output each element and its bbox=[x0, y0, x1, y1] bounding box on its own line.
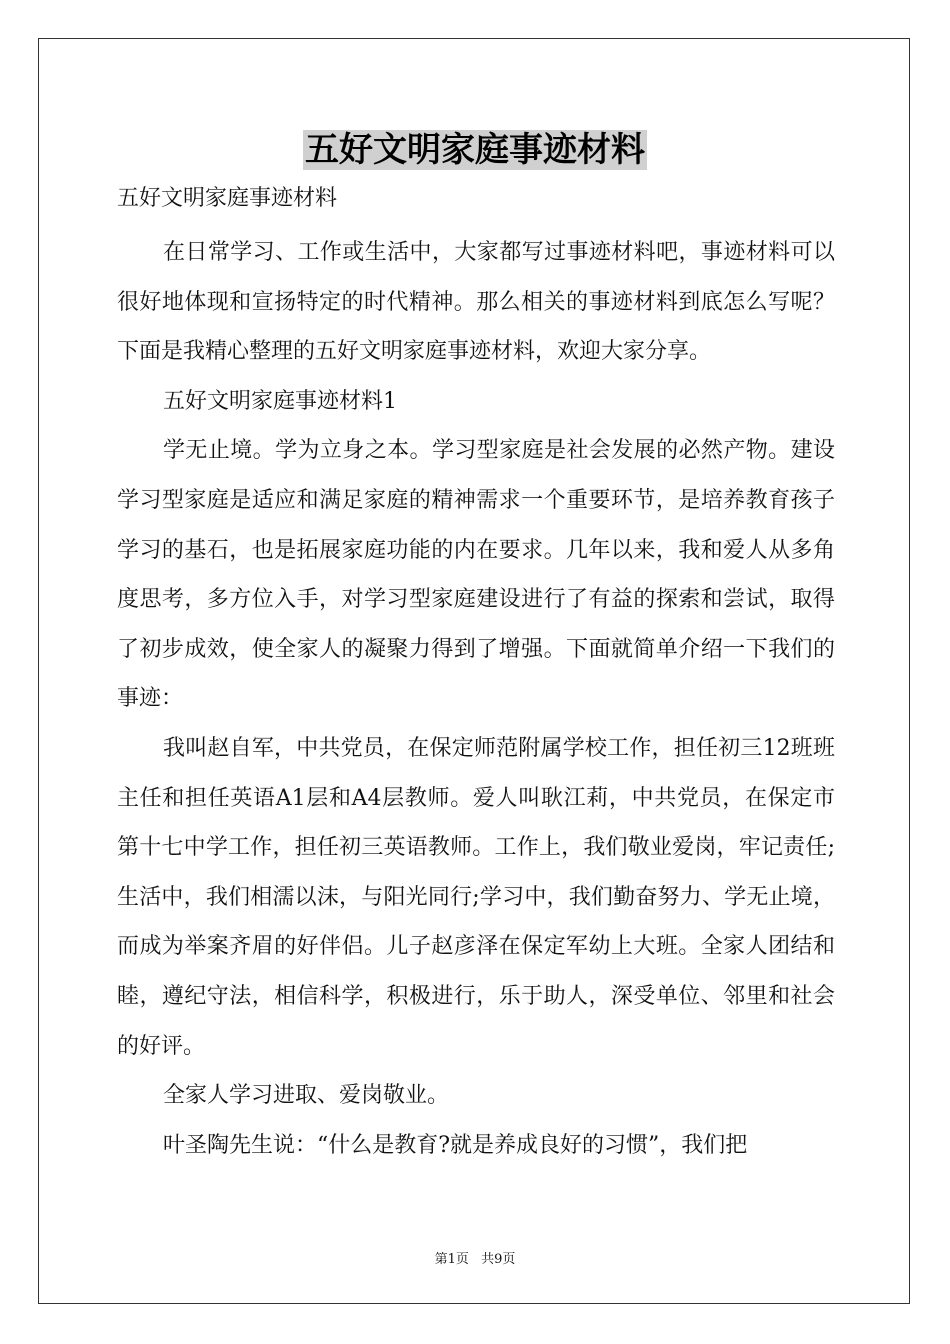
paragraph-learning: 学无止境。学为立身之本。学习型家庭是社会发展的必然产物。建设学习型家庭是适应和满足家庭的精神需求一个重要环节，是培养教育孩子学习的基石，也是拓展家庭功能的内在要求。几年以来，我和爱人从多角度思考，多方位入手，对学习型家庭建设进行了有益的探索和尝试，取得了初步成效，使全家人的凝聚力得到了增强。下面就简单介绍一下我们的事迹： bbox=[117, 438, 835, 712]
paragraph-quote: 叶圣陶先生说：“什么是教育?就是养成良好的习惯”，我们把 bbox=[163, 1132, 748, 1158]
document-body bbox=[117, 180, 835, 1170]
page-number: 第1页 bbox=[434, 1252, 469, 1267]
document-subtitle: 五好文明家庭事迹材料 bbox=[117, 186, 338, 211]
paragraph-intro: 在日常学习、工作或生活中，大家都写过事迹材料吧，事迹材料可以很好地体现和宣扬特定的时代精神。那么相关的事迹材料到底怎么写呢？下面是我精心整理的五好文明家庭事迹材料，欢迎大家分享。 bbox=[117, 240, 835, 365]
title-text: 五好文明家庭事迹材料 bbox=[305, 130, 645, 170]
page-total: 共9页 bbox=[481, 1252, 516, 1267]
section-heading: 五好文明家庭事迹材料1 bbox=[163, 388, 397, 414]
paragraph-family: 我叫赵自军，中共党员，在保定师范附属学校工作，担任初三12班班主任和担任英语A1层和A4层教师。爱人叫耿江莉，中共党员，在保定市第十七中学工作，担任初三英语教师。工作上，我们敬业爱岗，牢记责任;生活中，我们相濡以沫，与阳光同行;学习中，我们勤奋努力、学无止境，而成为举案齐眉的好伴侣。儿子赵彦泽在保定军幼上大班。全家人团结和睦，遵纪守法，相信科学，积极进行，乐于助人，深受单位、邻里和社会的好评。 bbox=[117, 735, 835, 1059]
document-title bbox=[0, 128, 950, 172]
page-footer bbox=[0, 1248, 950, 1267]
paragraph-dedication: 全家人学习进取、爱岗敬业。 bbox=[163, 1083, 450, 1109]
